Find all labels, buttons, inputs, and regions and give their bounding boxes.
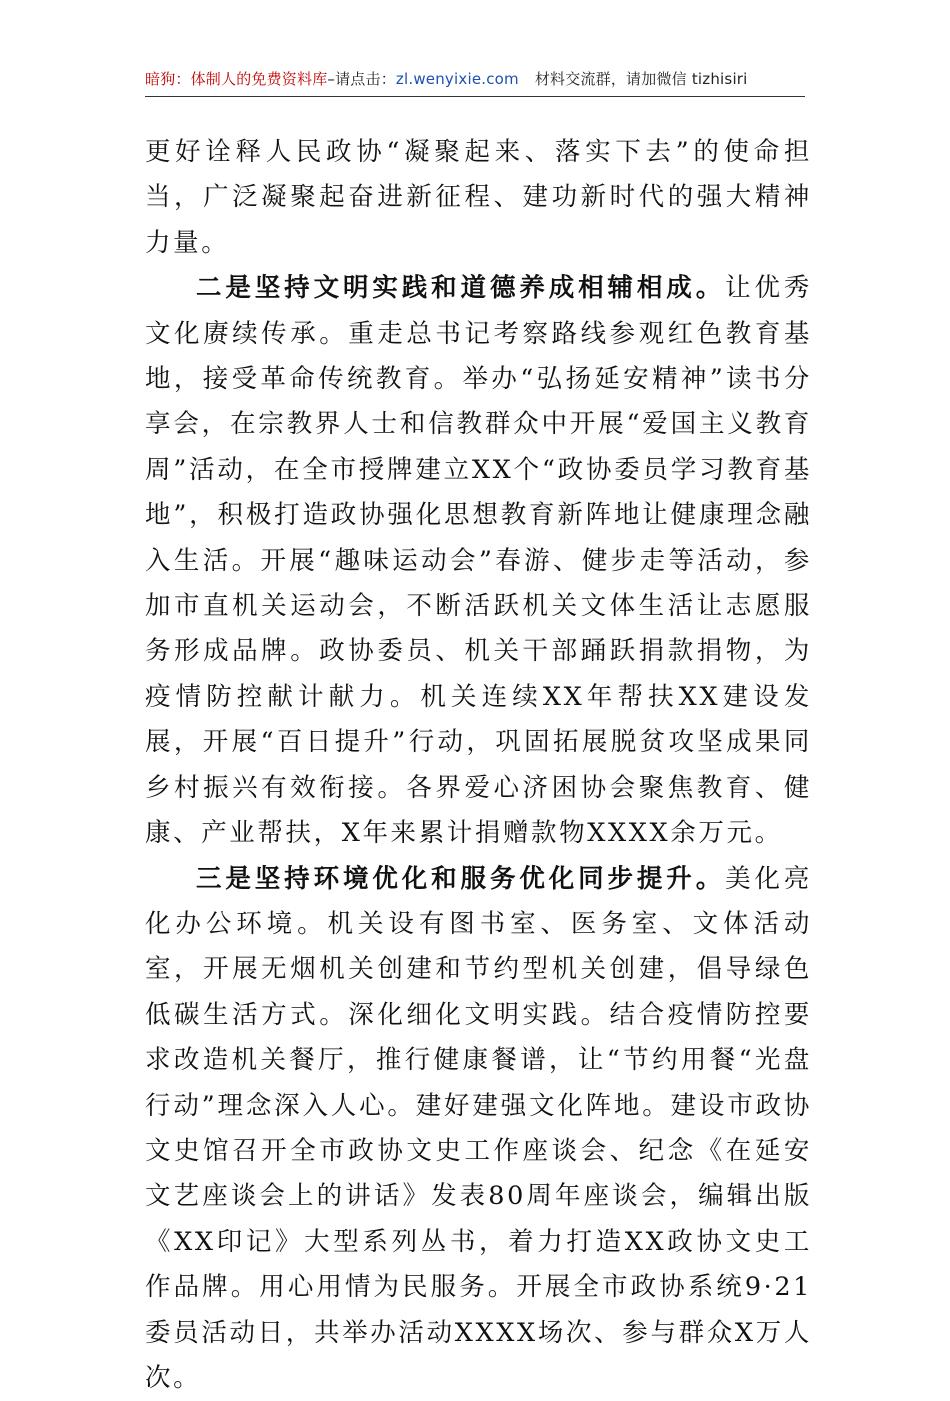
paragraph-2 bbox=[145, 266, 812, 856]
click-prompt: –请点击： bbox=[327, 70, 396, 88]
site-url-link[interactable]: zl.wenyixie.com bbox=[396, 70, 519, 88]
paragraph-3-heading: 三是坚持环境优化和服务优化同步提升。 bbox=[196, 864, 725, 894]
document-body bbox=[145, 130, 812, 1401]
paragraph-1-text: 更好诠释人民政协“凝聚起来、落实下去”的使命担当，广泛凝聚起奋进新征程、建功新时代的强大精神力量。 bbox=[145, 137, 812, 258]
paragraph-3-text: 美化亮化办公环境。机关设有图书室、医务室、文体活动室，开展无烟机关创建和节约型机关创建，倡导绿色低碳生活方式。深化细化文明实践。结合疫情防控要求改造机关餐厅，推行健康餐谱，让“节约用餐“光盘行动”理念深入人心。建好建强文化阵地。建设市政协文史馆召开全市政协文史工作座谈会、纪念《在延安文艺座谈会上的讲话》发表80周年座谈会，编辑出版《XX印记》大型系列丛书，着力打造XX政协文史工作品牌。用心用情为民服务。开展全市政协系统9·21委员活动日，共举办活动XXXX场次、参与群众X万人次。 bbox=[145, 864, 812, 1393]
paragraph-2-heading: 二是坚持文明实践和道德养成相辅相成。 bbox=[196, 273, 725, 303]
site-label: 暗狗：体制人的免费资料库 bbox=[145, 70, 327, 88]
group-note: 材料交流群，请加微信 tizhisiri bbox=[535, 70, 748, 88]
paragraph-2-text: 让优秀文化赓续传承。重走总书记考察路线参观红色教育基地，接受革命传统教育。举办“弘扬延安精神”读书分享会，在宗教界人士和信教群众中开展“爱国主义教育周”活动，在全市授牌建立XX个“政协委员学习教育基地”，积极打造政协强化思想教育新阵地让健康理念融入生活。开展“趣味运动会”春游、健步走等活动，参加市直机关运动会，不断活跃机关文体生活让志愿服务形成品牌。政协委员、机关干部踊跃捐款捐物，为疫情防控献计献力。机关连续XX年帮扶XX建设发展，开展“百日提升”行动，巩固拓展脱贫攻坚成果同乡村振兴有效衔接。各界爱心济困协会聚焦教育、健康、产业帮扶，X年来累计捐赠款物XXXX余万元。 bbox=[145, 273, 812, 848]
paragraph-1 bbox=[145, 130, 812, 266]
page-header bbox=[145, 66, 805, 97]
paragraph-3 bbox=[145, 857, 812, 1401]
